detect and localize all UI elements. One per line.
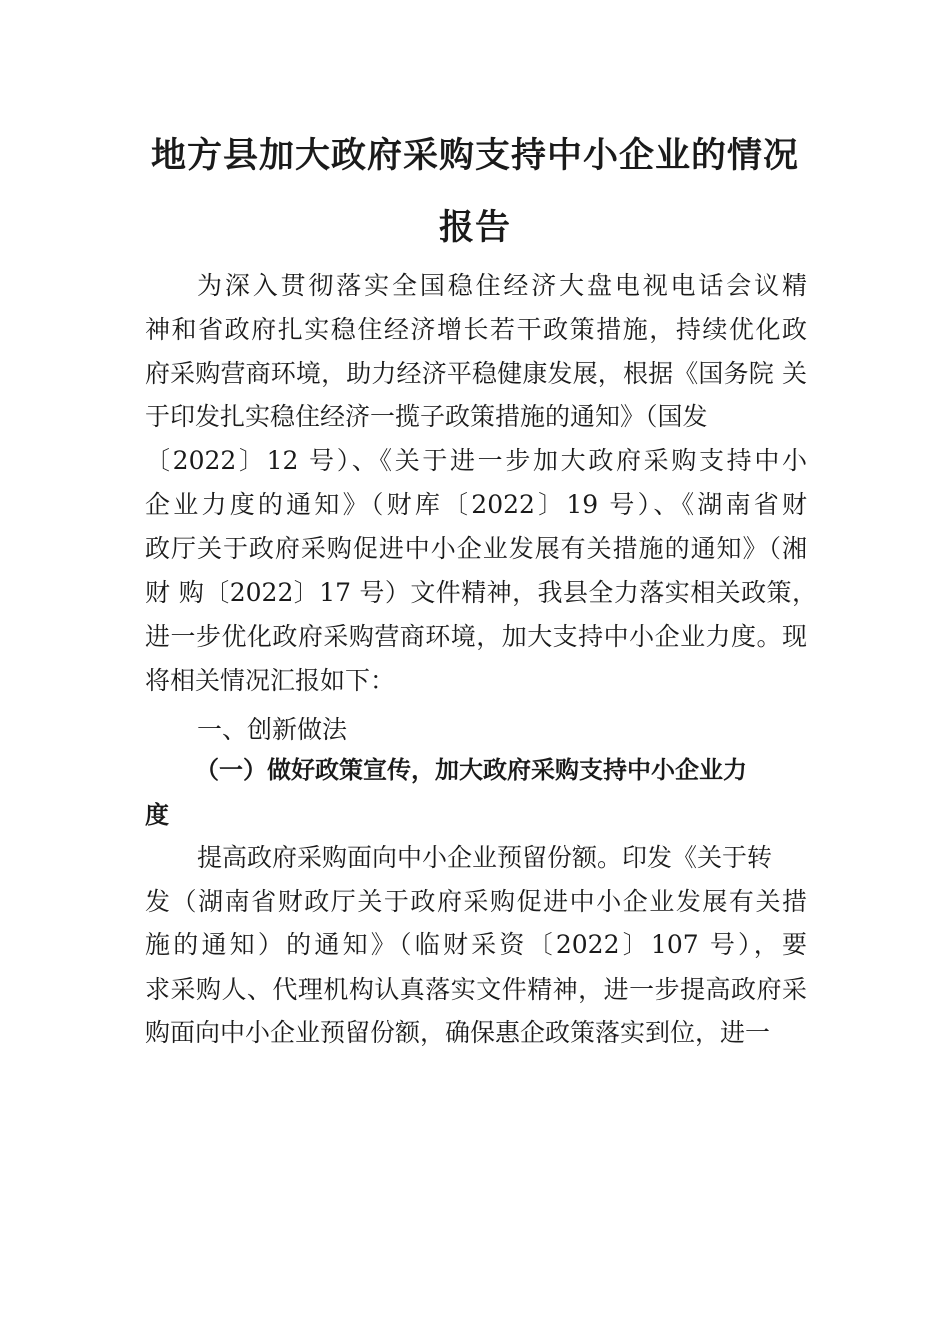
- paragraph-line: 政厅关于政府采购促进中小企业发展有关措施的通知》（湘: [145, 534, 807, 563]
- subsection-heading-line-1: （一）做好政策宣传，加大政府采购支持中小企业力: [195, 756, 747, 784]
- paragraph-line: 财 购〔2022〕17 号）文件精神，我县全力落实相关政策，: [145, 578, 817, 607]
- paragraph-line: 进一步优化政府采购营商环境，加大支持中小企业力度。现: [145, 622, 807, 651]
- paragraph-line: 施的通知）的通知》（临财采资〔2022〕107 号），要: [145, 930, 807, 959]
- section-heading: 一、创新做法: [197, 715, 348, 744]
- paragraph-line: 购面向中小企业预留份额，确保惠企政策落实到位，进一: [145, 1018, 771, 1047]
- subsection-heading-line-2: 度: [145, 801, 169, 829]
- paragraph-line: 〔2022〕12 号）、《关于进一步加大政府采购支持中小: [145, 446, 807, 475]
- document-title-line-1: 地方县加大政府采购支持中小企业的情况: [150, 135, 799, 176]
- document-title-line-2: 报告: [438, 207, 511, 248]
- paragraph-line: 提高政府采购面向中小企业预留份额。印发《关于转: [197, 843, 773, 872]
- paragraph-line: 求采购人、代理机构认真落实文件精神，进一步提高政府采: [145, 975, 807, 1004]
- paragraph-line: 企业力度的通知》（财库〔2022〕19 号）、《湖南省财: [145, 490, 807, 519]
- paragraph-line: 为深入贯彻落实全国稳住经济大盘电视电话会议精: [197, 271, 807, 300]
- paragraph-line: 将相关情况汇报如下：: [145, 666, 396, 695]
- paragraph-line: 发（湖南省财政厅关于政府采购促进中小企业发展有关措: [145, 887, 807, 916]
- paragraph-line: 于印发扎实稳住经济一揽子政策措施的通知》（国发: [145, 402, 708, 431]
- paragraph-line: 府采购营商环境，助力经济平稳健康发展，根据《国务院 关: [145, 359, 807, 388]
- paragraph-line: 神和省政府扎实稳住经济增长若干政策措施，持续优化政: [145, 315, 807, 344]
